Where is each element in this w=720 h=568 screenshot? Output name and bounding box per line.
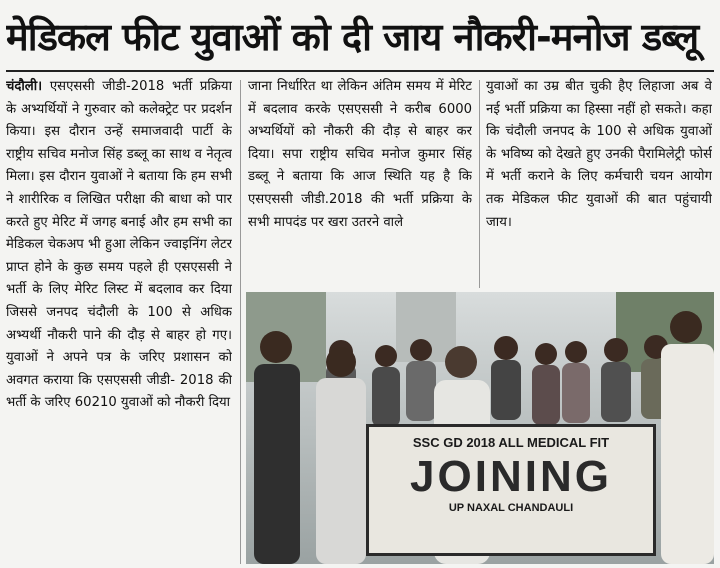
- column-3-text: युवाओं का उम्र बीत चुकी हैए लिहाजा अब वे नई भर्ती प्रक्रिया का हिस्सा नहीं हो सकते। कहा कि चंदौली जनपद के 100 से अधिक युवाओं के भविष्य को देखते हुए उनकी पैरामिलेट्री फोर्स में भर्ती कराने के लिए कर्मचारी चयन आयोग तक मेडिकल फीट युवाओं की बात पहुंचायी जाय।: [486, 79, 712, 230]
- news-photo: [246, 292, 714, 564]
- protest-banner: [366, 424, 656, 556]
- dateline: चंदौली।: [6, 79, 43, 94]
- column-2-text: जाना निर्धारित था लेकिन अंतिम समय में मेरिट में बदलाव करके एसएससी ने करीब 6000 अभ्यर्थियों को नौकरी की दौड़ से बाहर कर दिया। सपा राष्ट्रीय सचिव मनोज कुमार सिंह डब्लू ने बताया कि आज स्थिति यह है कि एसएससी जीडी.2018 की भर्ती प्रक्रिया के सभी मापदंड पर खरा उतरने वाले: [248, 79, 472, 230]
- article-column-3: [486, 76, 712, 290]
- column-1-text: एसएससी जीडी-2018 भर्ती प्रक्रिया के अभ्यर्थियों ने गुरुवार को कलेक्ट्रेट पर प्रदर्शन किया। इस दौरान उन्हें समाजवादी पार्टी के राष्ट्रीय सचिव मनोज सिंह डब्लू का साथ व नेतृत्व मिला। इस दौरान युवाओं ने बताया कि हम सभी ने शारीरिक व लिखित परीक्षा की बाधा को पार करते हुए मेरिट में जगह बनाई और हम सभी का मेडिकल चेकअप भी हुआ लेकिन ज्वाइनिंग लेटर प्राप्त होने के कुछ समय पहले ही एसएससी ने भर्ती के लिए मेरिट लिस्ट में बदलाव कर दिया जिससे जनपद चंदौली के 100 से अधिक अभ्यर्थी नौकरी पाने की दौड़ से बाहर हो गए। युवाओं ने अपने पत्र के जरिए प्रशासन को अवगत कराया कि एसएससी जीडी- 2018 की भर्ती के जरिए 60210 युवाओं को नौकरी दिया: [6, 79, 232, 411]
- headline: मेडिकल फीट युवाओं को दी जाय नौकरी-मनोज डब्लू: [6, 15, 699, 59]
- column-divider: [240, 80, 241, 564]
- article-column-2: [248, 76, 472, 290]
- article-column-1: [6, 76, 232, 562]
- column-divider: [479, 80, 480, 288]
- banner-main-text: JOINING: [410, 452, 612, 501]
- headline-rule: [6, 70, 714, 72]
- banner-top-text: SSC GD 2018 ALL MEDICAL FIT: [412, 435, 610, 450]
- banner-sub-text: UP NAXAL CHANDAULI: [448, 502, 574, 514]
